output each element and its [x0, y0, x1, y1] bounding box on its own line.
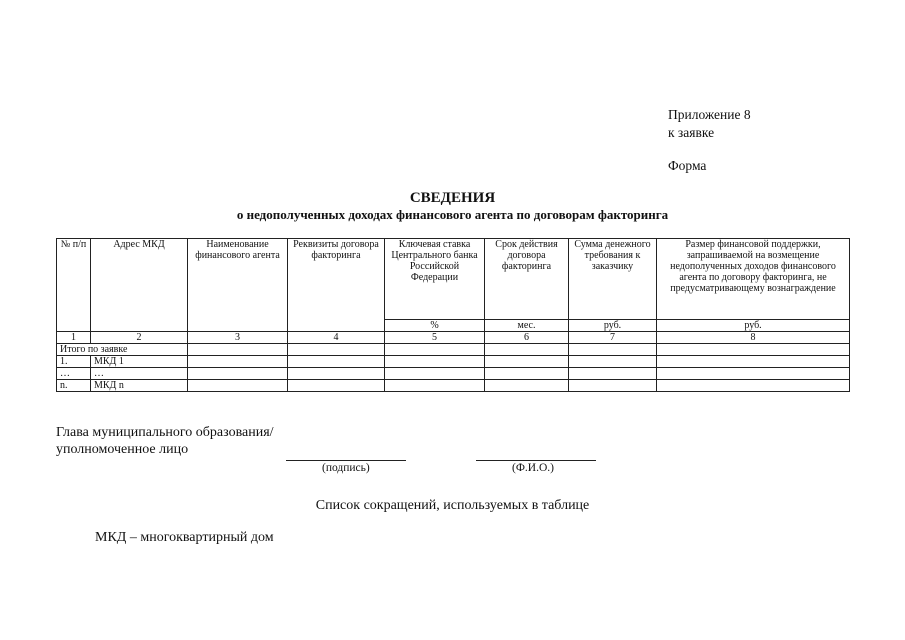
column-number: 7	[569, 332, 657, 344]
row-number: 1.	[57, 356, 91, 368]
header-address: Адрес МКД	[91, 239, 188, 320]
header-claim-amount: Сумма денежного требования к заказчику	[569, 239, 657, 320]
table-cell	[657, 368, 850, 380]
table-header-row	[57, 239, 850, 320]
header-agent-name: Наименование финансового агента	[188, 239, 288, 320]
table-cell	[188, 380, 288, 392]
table-cell	[485, 344, 569, 356]
table-cell	[188, 344, 288, 356]
unit-cell	[91, 320, 188, 332]
form-label: Форма	[668, 158, 707, 173]
document-subtitle: о недополученных доходах финансового агента по договорам факторинга	[236, 207, 669, 222]
appendix-note	[668, 106, 751, 142]
table-cell	[288, 356, 385, 368]
header-key-rate: Ключевая ставка Центрального банка Российской Федерации	[385, 239, 485, 320]
header-contract-details: Реквизиты договора факторинга	[288, 239, 385, 320]
table-cell	[569, 356, 657, 368]
table-cell	[657, 356, 850, 368]
total-label: Итого по заявке	[57, 344, 188, 356]
signatory-position-line-1: Глава муниципального образования/	[56, 425, 274, 440]
row-number: n.	[57, 380, 91, 392]
table-cell	[569, 368, 657, 380]
row-number: …	[57, 368, 91, 380]
table-cell	[485, 380, 569, 392]
unit-cell	[288, 320, 385, 332]
signature-caption: (подпись)	[322, 462, 370, 474]
data-table	[56, 238, 850, 392]
column-number: 5	[385, 332, 485, 344]
table-cell	[657, 380, 850, 392]
table-cell	[188, 368, 288, 380]
column-number: 6	[485, 332, 569, 344]
header-support-amount: Размер финансовой поддержки, запрашиваемой на возмещение недополученных доходов финансового агента по договору факторинга, не предусматривающему вознаграждение	[657, 239, 850, 320]
table-cell	[288, 368, 385, 380]
unit-cell	[57, 320, 91, 332]
unit-percent: %	[385, 320, 485, 332]
abbreviations-heading: Список сокращений, используемых в таблице	[315, 498, 590, 513]
row-address: МКД 1	[91, 356, 188, 368]
table-cell	[657, 344, 850, 356]
header-contract-term: Срок действия договора факторинга	[485, 239, 569, 320]
table-cell	[569, 344, 657, 356]
table-cell	[485, 368, 569, 380]
unit-rub: руб.	[657, 320, 850, 332]
table-cell	[385, 368, 485, 380]
column-number: 3	[188, 332, 288, 344]
table-cell	[485, 356, 569, 368]
table-cell	[385, 356, 485, 368]
column-number: 1	[57, 332, 91, 344]
header-num: № п/п	[57, 239, 91, 320]
column-number: 2	[91, 332, 188, 344]
row-address: …	[91, 368, 188, 380]
name-caption: (Ф.И.О.)	[512, 462, 554, 474]
row-address: МКД n	[91, 380, 188, 392]
table-units-row	[57, 320, 850, 332]
unit-rub: руб.	[569, 320, 657, 332]
appendix-line-1: Приложение 8	[668, 107, 751, 122]
table-cell	[569, 380, 657, 392]
table-cell	[188, 356, 288, 368]
table-row	[57, 368, 850, 380]
table-cell	[385, 344, 485, 356]
signatory-position-line-2: уполномоченное лицо	[56, 442, 189, 457]
document-title: СВЕДЕНИЯ	[409, 190, 496, 206]
unit-months: мес.	[485, 320, 569, 332]
column-number: 8	[657, 332, 850, 344]
unit-cell	[188, 320, 288, 332]
table-row	[57, 356, 850, 368]
table-row	[57, 380, 850, 392]
signature-line	[286, 460, 406, 461]
table-cell	[288, 344, 385, 356]
table-cell	[385, 380, 485, 392]
appendix-line-2: к заявке	[668, 125, 715, 140]
table-total-row	[57, 344, 850, 356]
table-cell	[288, 380, 385, 392]
table-column-numbers-row	[57, 332, 850, 344]
column-number: 4	[288, 332, 385, 344]
abbreviation-item: МКД – многоквартирный дом	[95, 530, 274, 545]
name-line	[476, 460, 596, 461]
